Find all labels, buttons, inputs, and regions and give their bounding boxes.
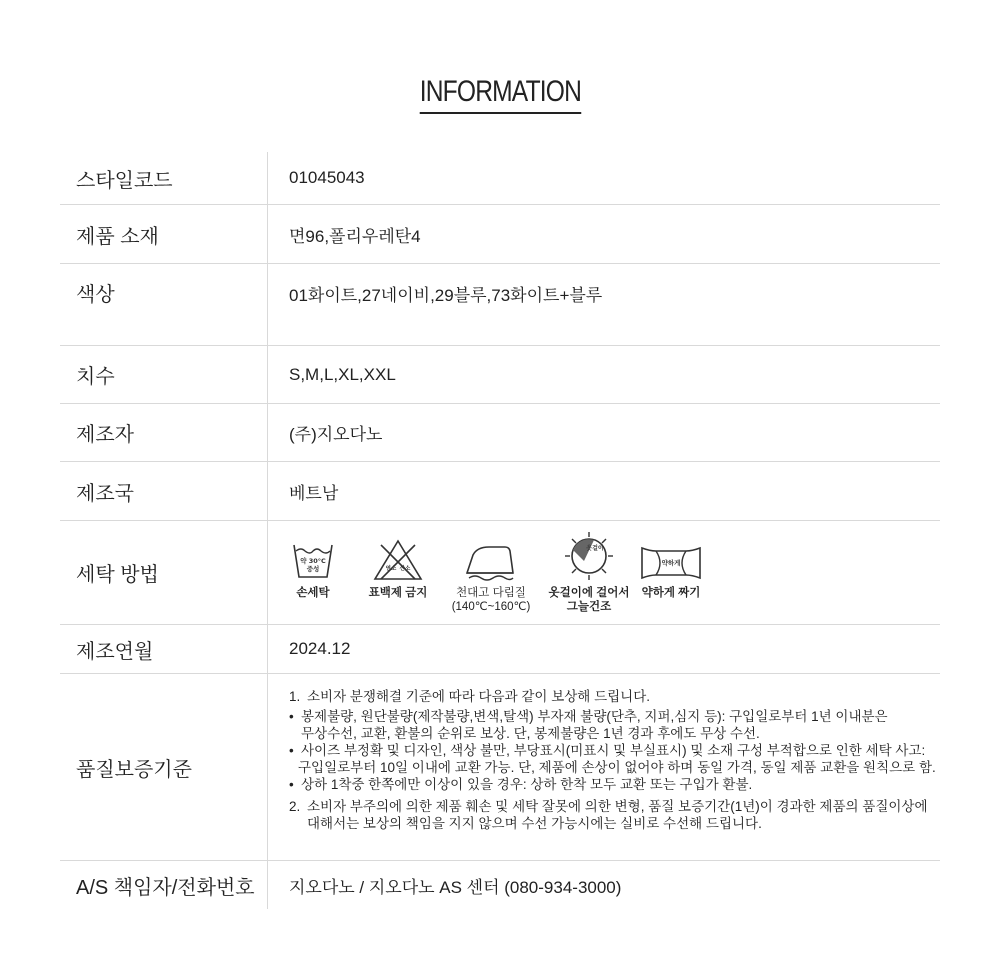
wash-iron [443, 537, 539, 614]
bullet-mark: • [289, 743, 294, 758]
caption-shade-dry: 그늘건조 [566, 601, 612, 613]
quality-bullet-3 [289, 776, 940, 793]
caption-hand-wash: 손세탁 [296, 587, 330, 599]
row-style-code [60, 152, 940, 205]
row-as [60, 861, 940, 909]
quality-bullet-2 [289, 742, 940, 759]
quality-item-1-text: 소비자 분쟁해결 기준에 따라 다음과 같이 보상해 드립니다. [307, 689, 650, 704]
quality-bullet-1 [289, 708, 940, 725]
no-bleach-icon [373, 537, 423, 581]
hand-wash-icon [291, 537, 335, 581]
wash-no-bleach [353, 537, 443, 600]
iron-icon [465, 537, 517, 581]
hang-dry-icon [564, 529, 614, 581]
label-quality: 품질보증기준 [60, 674, 268, 860]
label-as: A/S 책임자/전화번호 [60, 861, 268, 909]
bullet-mark: • [289, 777, 294, 792]
quality-bullet-3-line1: 상하 1착중 한쪽에만 이상이 있을 경우: 상하 한착 모두 교환 또는 구입가 환불. [301, 777, 753, 792]
no-bleach-chlorine: 염소 [385, 566, 397, 572]
value-as: 지오다노 / 지오다노 AS 센터 (080-934-3000) [289, 877, 622, 897]
value-style-code: 01045043 [289, 168, 365, 187]
wash-gentle-wring [631, 537, 711, 600]
quality-item-2 [289, 798, 940, 815]
row-country [60, 462, 940, 521]
value-maker: (주)지오다노 [289, 425, 383, 444]
caption-iron-temp: (140℃~160℃) [451, 601, 531, 613]
label-material: 제품 소재 [60, 205, 268, 263]
no-bleach-oxygen: 산소 [399, 566, 411, 572]
row-size [60, 346, 940, 404]
row-wash [60, 521, 940, 625]
label-country: 제조국 [60, 462, 268, 520]
wash-icons [268, 521, 940, 624]
value-date: 2024.12 [289, 639, 351, 658]
gentle-wring-label: 약하게 [661, 559, 681, 567]
label-color: 색상 [60, 264, 268, 345]
quality-item-2-line1: 소비자 부주의에 의한 제품 훼손 및 세탁 잘못에 의한 변형, 품질 보증기간(1년)이 경과한 제품의 품질이상에 [307, 799, 928, 814]
info-table [60, 152, 940, 909]
quality-item-1-num: 1. [289, 689, 301, 704]
caption-gentle-wring: 약하게 짜기 [641, 587, 701, 599]
gentle-wring-icon [640, 537, 702, 581]
hand-wash-temp: 약 30°C [300, 557, 326, 565]
value-size: S,M,L,XL,XXL [289, 364, 396, 384]
caption-hang-dry: 옷걸이에 걸어서 [548, 587, 630, 599]
label-size: 치수 [60, 346, 268, 403]
label-date: 제조연월 [60, 625, 268, 673]
info-heading-wrap [0, 74, 1000, 114]
row-quality [60, 674, 940, 861]
quality-item-1 [289, 688, 940, 705]
label-style-code: 스타일코드 [60, 152, 268, 204]
quality-text [268, 674, 940, 860]
quality-bullet-1-line1: 봉제불량, 원단불량(제작불량,변색,탈색) 부자재 불량(단추, 지퍼,심지 등): 구입일로부터 1년 이내분은 [301, 709, 888, 724]
value-country: 베트남 [289, 483, 339, 503]
quality-bullet-1-line2: 무상수선, 교환, 환불의 순위로 보상. 단, 봉제불량은 1년 경과 후에도 무상 수선. [301, 726, 760, 741]
row-material [60, 205, 940, 264]
bullet-mark: • [289, 709, 294, 724]
row-date [60, 625, 940, 674]
quality-item-2-num: 2. [289, 799, 301, 814]
label-maker: 제조자 [60, 404, 268, 461]
quality-item-2-line2: 대해서는 보상의 책임을 지지 않으며 수선 가능시에는 실비로 수선해 드립니다. [307, 816, 762, 831]
quality-bullet-2-line1: 사이즈 부정확 및 디자인, 색상 불만, 부당표시(미표시 및 부실표시) 및 소재 구성 부적합으로 인한 세탁 사고: [301, 743, 926, 758]
wash-hang-dry [539, 537, 639, 614]
label-wash: 세탁 방법 [60, 521, 268, 624]
caption-iron: 천대고 다림질 [456, 587, 526, 599]
row-maker [60, 404, 940, 462]
row-color [60, 264, 940, 346]
info-heading: INFORMATION [419, 74, 580, 114]
wash-hand [283, 537, 343, 600]
hang-dry-label: 옷걸이 [586, 545, 604, 552]
quality-bullet-2-line2: 구입일로부터 10일 이내에 교환 가능. 단, 제품에 손상이 없어야 하며 동일 가격, 동일 제품 교환을 원칙으로 함. [298, 760, 936, 775]
value-material: 면96,폴리우레탄4 [289, 226, 421, 246]
value-color: 01화이트,27네이비,29블루,73화이트+블루 [289, 286, 603, 305]
caption-no-bleach: 표백제 금지 [368, 587, 428, 599]
hand-wash-neutral: 중성 [306, 565, 320, 573]
